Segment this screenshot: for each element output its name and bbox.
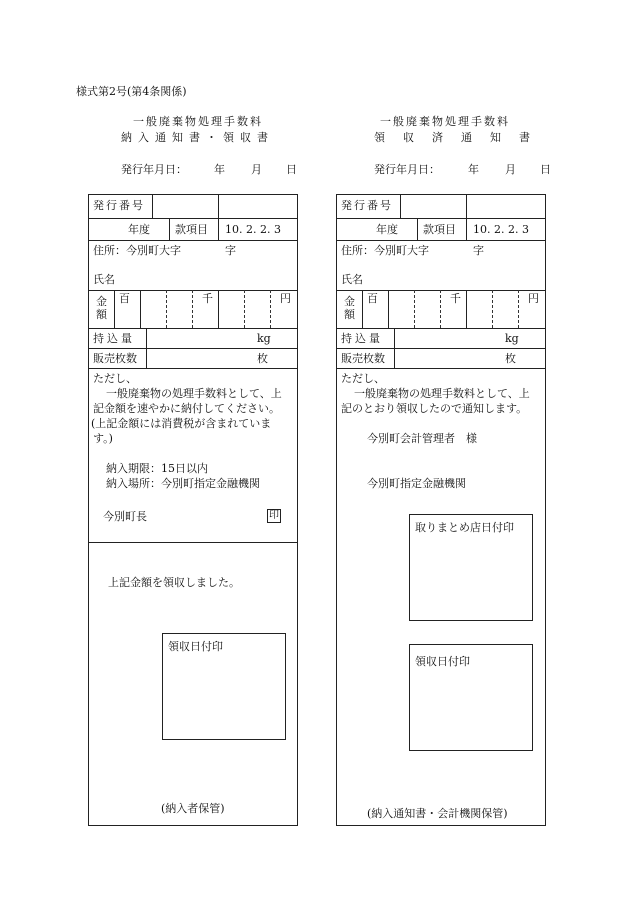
right-issue-box-right [466,194,467,218]
left-name-label: 氏名 [93,273,115,286]
right-dash-line [518,290,519,328]
left-footer: (納入者保管) [161,802,225,815]
left-row-line [88,218,298,219]
left-sales-label: 販売枚数 [93,352,137,365]
left-col-line [218,218,219,240]
left-issue-box-right [218,194,219,218]
left-col-line [114,290,115,328]
left-dash-line [192,290,193,328]
right-col-line [388,290,389,328]
left-row-line [88,328,298,329]
right-row-line [336,218,546,219]
right-day-unit: 日 [540,163,551,176]
left-col-line [218,290,219,328]
right-item-label: 款項目 [423,223,456,236]
left-dash-line [244,290,245,328]
right-month-unit: 月 [505,163,516,176]
left-carry-unit: kg [257,332,271,345]
right-footer: (納入通知書・会計機関保管) [367,807,508,820]
left-issue-date-label: 発行年月日： [121,163,187,176]
left-amount-hundred: 百 [119,292,130,305]
right-dash-line [440,290,441,328]
right-bank: 今別町指定金融機関 [367,477,466,490]
left-day-unit: 日 [286,163,297,176]
right-address-label: 住所：今別町大字 [341,244,429,257]
left-year-unit: 年 [214,163,225,176]
left-dash-line [166,290,167,328]
left-item-value: 10. 2. 2. 3 [225,223,281,236]
right-row-line [336,328,546,329]
right-col-line [417,218,418,240]
right-title-line2: 領収済通知書 [374,131,548,144]
right-tadashi: ただし、 [341,372,385,385]
right-body-line2: 記のとおり領収したので通知します。 [341,402,528,415]
left-issue-no-label: 発行番号 [93,199,145,212]
left-amount-thousand: 千 [202,292,213,305]
right-issue-date-label: 発行年月日： [374,163,440,176]
right-amount-hundred: 百 [367,292,378,305]
right-carry-unit: kg [505,332,519,345]
left-month-unit: 月 [251,163,262,176]
right-col-line [466,218,467,240]
left-amount-label: 金額 [96,295,107,321]
right-amount-yen: 円 [528,292,539,305]
left-dash-line [270,290,271,328]
right-row-line [336,368,546,369]
left-title-line2: 納入通知書・領収書 [121,131,274,144]
right-fiscal-year-label: 年度 [376,223,398,236]
right-row-line [336,240,546,241]
left-title-line1: 一般廃棄物処理手数料 [133,115,263,128]
left-row-line [88,290,298,291]
right-amount-thousand: 千 [450,292,461,305]
right-amount-label: 金額 [344,295,355,321]
left-row-line [88,348,298,349]
left-col-line [169,218,170,240]
right-issue-no-label: 発行番号 [341,199,393,212]
left-row-line [88,240,298,241]
right-body-line1: 一般廃棄物の処理手数料として、上 [354,387,530,400]
right-row-line [336,290,546,291]
right-row-line [336,348,546,349]
right-title-line1: 一般廃棄物処理手数料 [380,115,510,128]
right-col-line [466,290,467,328]
right-aza: 字 [473,244,484,257]
right-carry-label: 持込量 [341,332,383,345]
left-row-line [88,368,298,369]
left-issue-sep [152,194,153,218]
left-body-line2: 記金額を速やかに納付してください。 [93,402,280,415]
right-sales-unit: 枚 [505,352,516,365]
left-body-line1: 一般廃棄物の処理手数料として、上 [106,387,282,400]
left-row-line [88,542,298,543]
left-fiscal-year-label: 年度 [128,223,150,236]
right-receipt-stamp-label: 領収日付印 [415,655,470,668]
left-body-line4: す。) [93,432,113,445]
right-accountant: 今別町会計管理者 様 [367,432,477,445]
left-address-label: 住所：今別町大字 [93,244,181,257]
left-item-label: 款項目 [175,223,208,236]
left-amount-yen: 円 [280,292,291,305]
right-year-unit: 年 [468,163,479,176]
right-issue-box-top [400,194,466,195]
left-col-line [140,290,141,328]
left-aza: 字 [225,244,236,257]
left-tadashi: ただし、 [93,372,137,385]
left-mayor: 今別町長 [103,510,147,523]
right-sales-label: 販売枚数 [341,352,385,365]
right-issue-sep [400,194,401,218]
left-deadline: 納入期限：15日以内 [106,462,208,475]
form-number-label: 様式第2号(第4条関係) [76,85,187,98]
right-store-stamp-label: 取りまとめ店日付印 [415,521,514,534]
left-received-text: 上記金額を領収しました。 [108,576,240,589]
left-seal-mark: 印 [269,510,279,521]
right-dash-line [414,290,415,328]
left-sales-unit: 枚 [257,352,268,365]
left-receipt-stamp-label: 領収日付印 [168,640,223,653]
left-issue-box-top [152,194,218,195]
left-body-line3: (上記金額には消費税が含まれていま [91,417,272,430]
right-dash-line [492,290,493,328]
right-col-line [362,290,363,328]
right-name-label: 氏名 [341,273,363,286]
left-carry-label: 持込量 [93,332,135,345]
right-item-value: 10. 2. 2. 3 [473,223,529,236]
left-payment-place: 納入場所：今別町指定金融機関 [106,477,260,490]
